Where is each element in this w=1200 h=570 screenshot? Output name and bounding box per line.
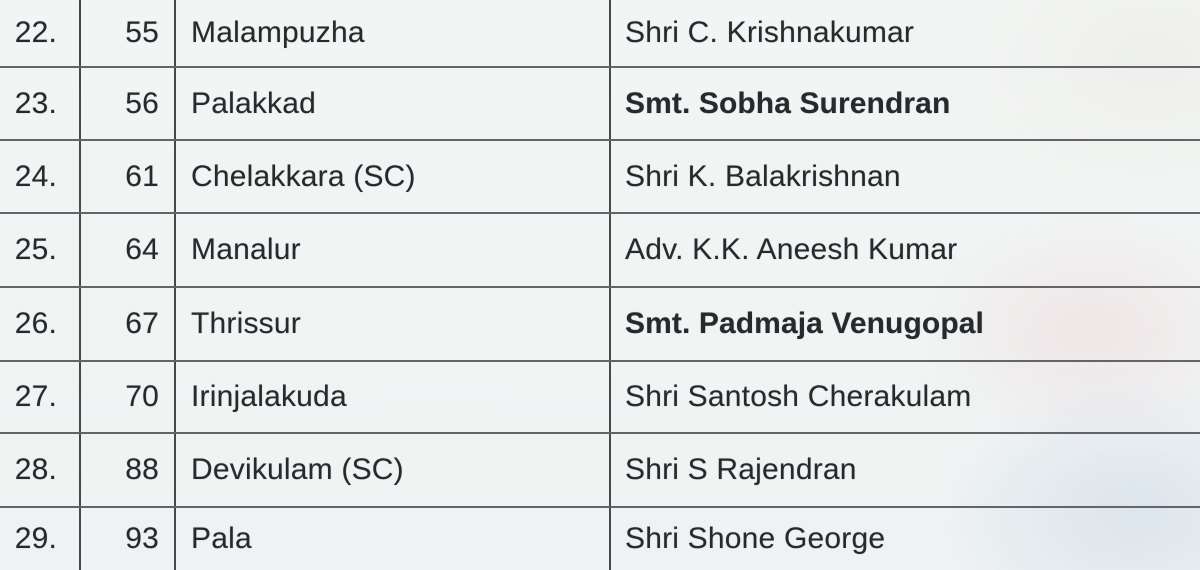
- constituency-number-cell: 67: [81, 288, 176, 360]
- candidate-name-cell: Shri S Rajendran: [625, 453, 857, 486]
- constituency-number-cell: 88: [81, 434, 176, 506]
- constituency-name-cell: Palakkad: [176, 68, 611, 139]
- constituency-name-cell: Chelakkara (SC): [176, 141, 611, 212]
- table-row: [0, 68, 1200, 141]
- serial-number-cell: 29.: [0, 508, 81, 570]
- table-row: [0, 434, 1200, 508]
- table-row: [0, 362, 1200, 434]
- serial-number-cell: 26.: [0, 288, 81, 360]
- constituency-number-cell: 70: [81, 362, 176, 432]
- table-row: [0, 508, 1200, 570]
- candidate-name-cell: Shri C. Krishnakumar: [625, 16, 915, 49]
- candidate-name-cell: Shri Shone George: [625, 522, 886, 555]
- constituency-number-cell: 61: [81, 141, 176, 212]
- candidate-name-cell: Adv. K.K. Aneesh Kumar: [625, 233, 958, 266]
- serial-number-cell: 23.: [0, 68, 81, 139]
- constituency-name-cell: Pala: [176, 508, 611, 570]
- constituency-number-cell: 56: [81, 68, 176, 139]
- candidate-name-cell: Shri Santosh Cherakulam: [625, 380, 972, 413]
- table-row: [0, 214, 1200, 288]
- constituency-name-cell: Manalur: [176, 214, 611, 286]
- serial-number-cell: 27.: [0, 362, 81, 432]
- table-row: [0, 0, 1200, 68]
- candidate-name-cell: Smt. Padmaja Venugopal: [625, 307, 984, 340]
- constituency-name-cell: Irinjalakuda: [176, 362, 611, 432]
- candidate-name-cell: Shri K. Balakrishnan: [625, 159, 901, 193]
- constituency-number-cell: 55: [81, 0, 176, 66]
- serial-number-cell: 22.: [0, 0, 81, 66]
- constituency-number-cell: 93: [81, 508, 176, 570]
- serial-number-cell: 25.: [0, 214, 81, 286]
- constituency-name-cell: Thrissur: [176, 288, 611, 360]
- serial-number-cell: 28.: [0, 434, 81, 506]
- candidate-name-cell: Smt. Sobha Surendran: [625, 86, 951, 120]
- constituency-name-cell: Devikulam (SC): [176, 434, 611, 506]
- table-row: [0, 288, 1200, 362]
- constituency-number-cell: 64: [81, 214, 176, 286]
- constituency-name-cell: Malampuzha: [176, 0, 611, 66]
- table-row: [0, 141, 1200, 214]
- serial-number-cell: 24.: [0, 141, 81, 212]
